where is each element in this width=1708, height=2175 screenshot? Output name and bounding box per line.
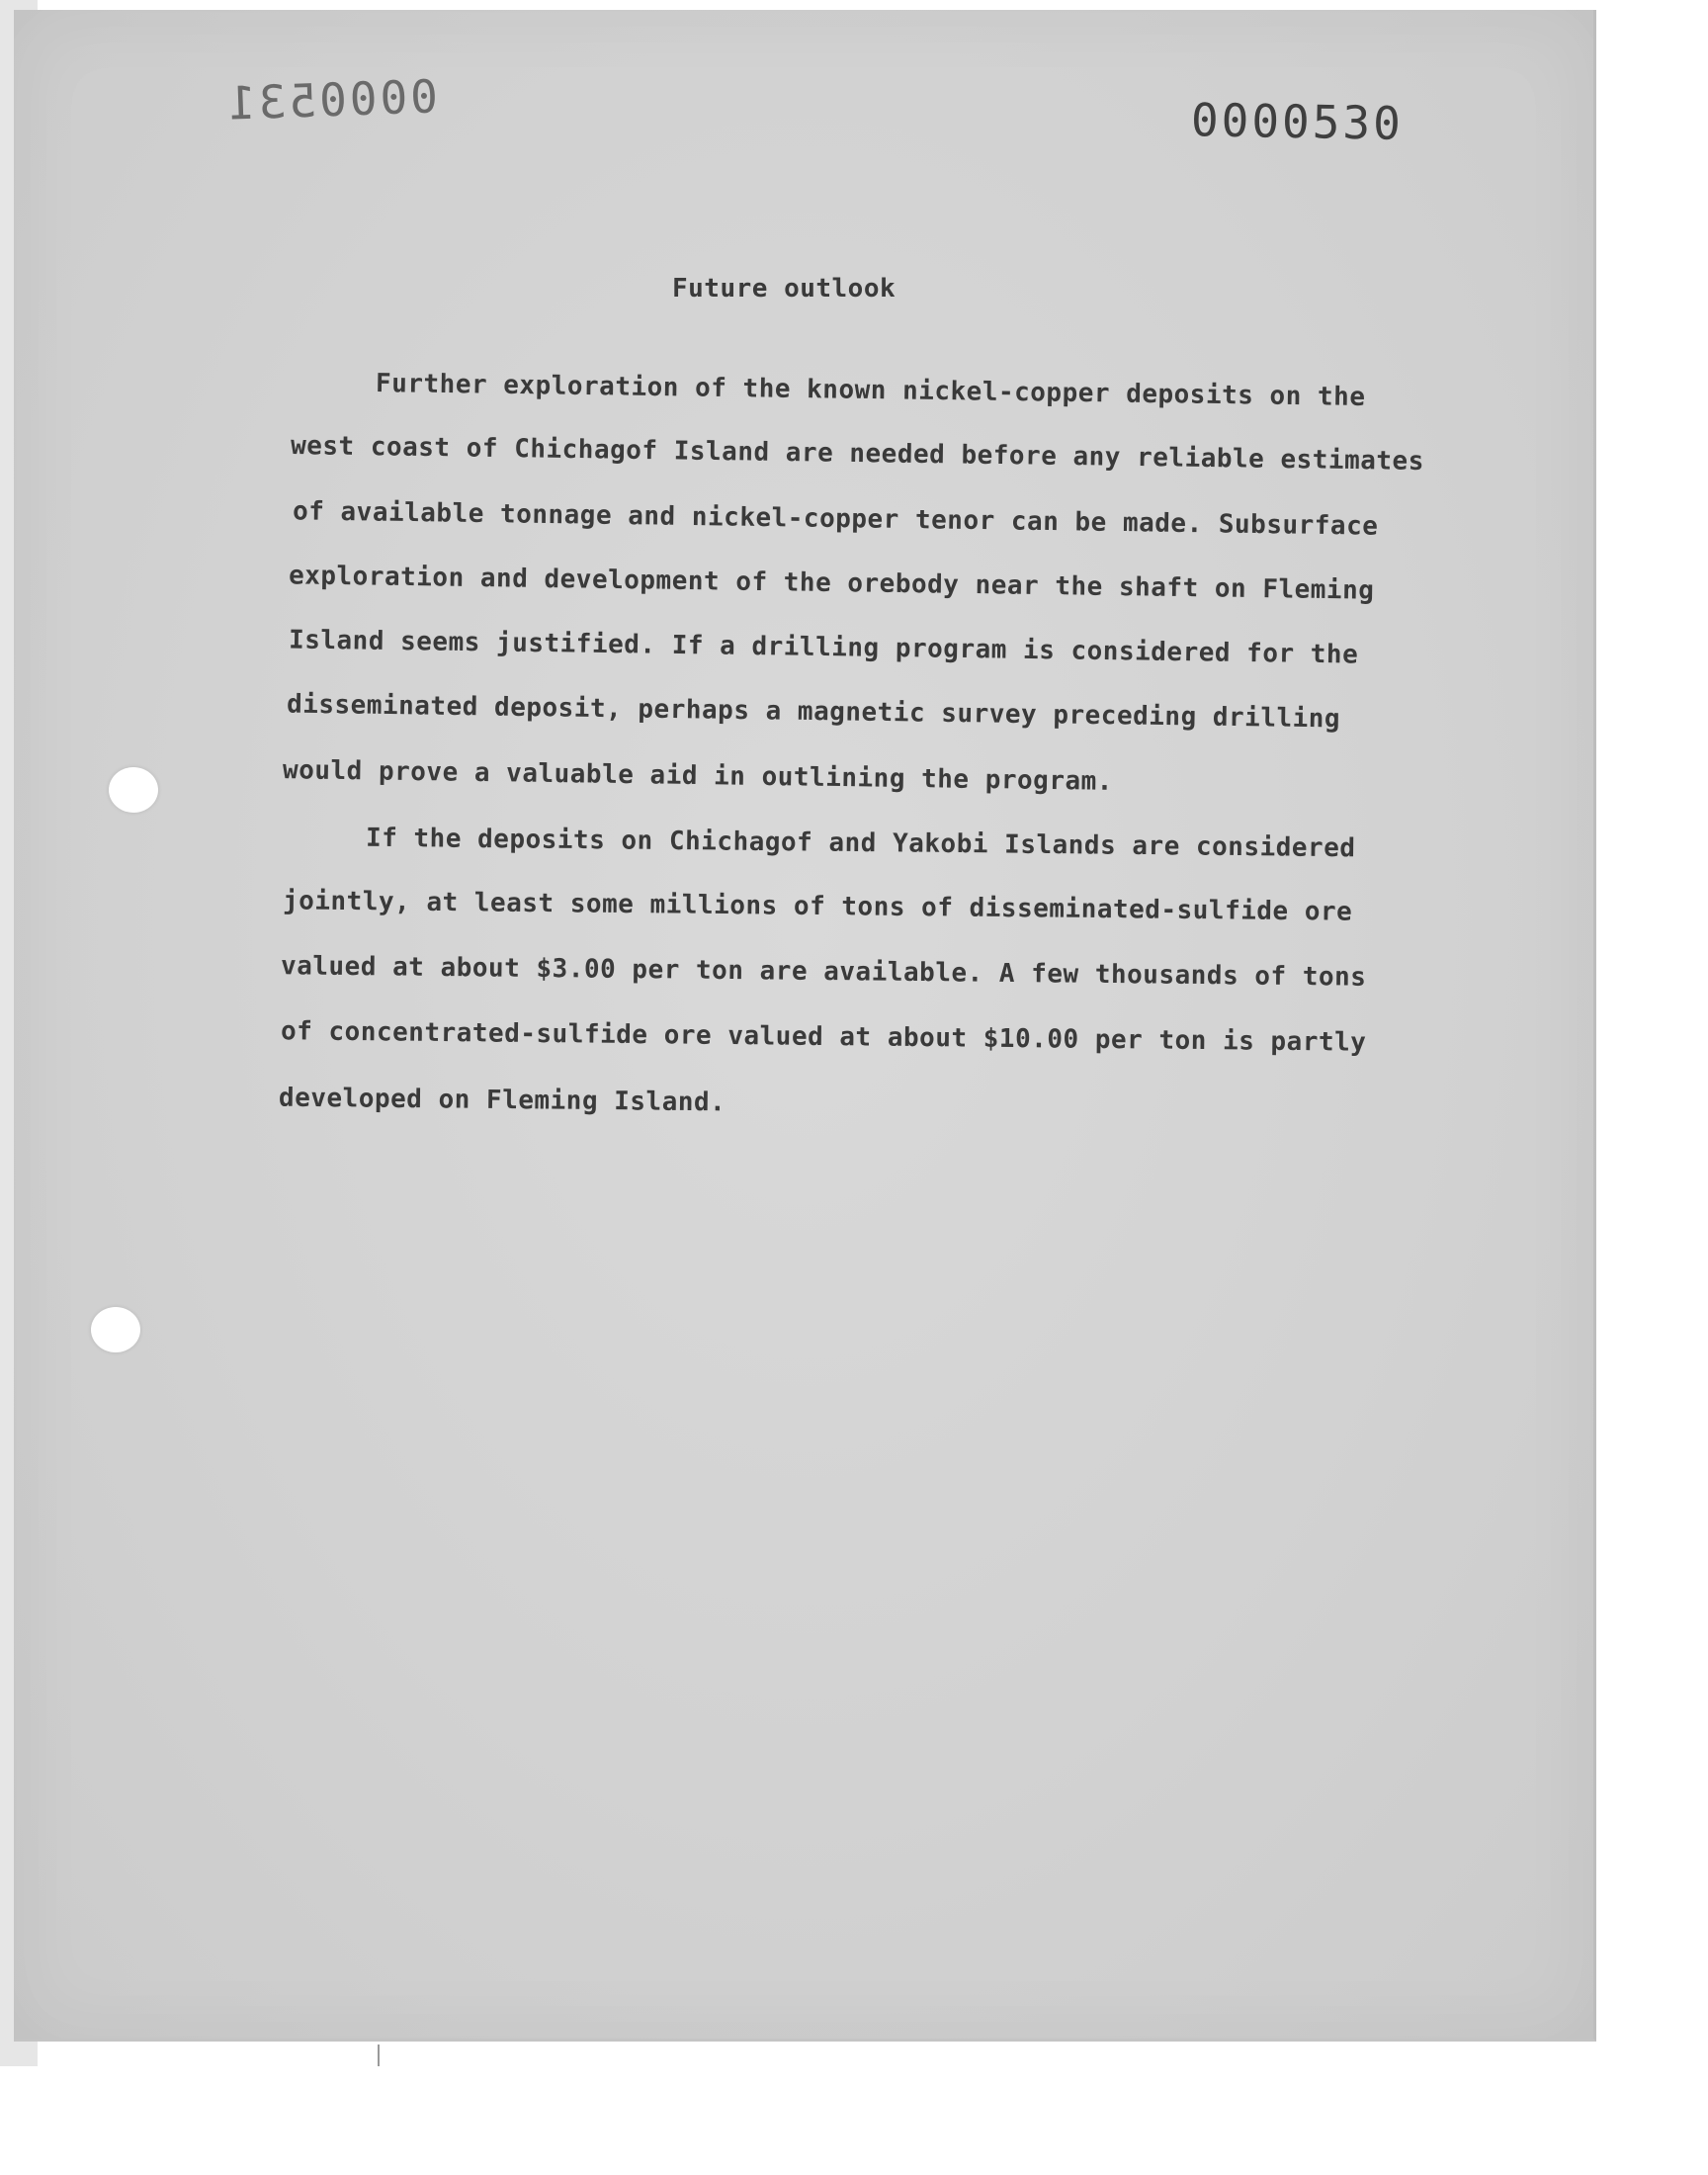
paragraph-2-line-5: developed on Fleming Island. <box>278 1083 726 1118</box>
paragraph-1-line-6: disseminated deposit, perhaps a magnetic survey preceding drilling <box>286 689 1341 735</box>
punch-hole-lower <box>91 1307 140 1352</box>
punch-hole-upper <box>109 767 158 813</box>
paragraph-1-line-2: west coast of Chichagof Island are needed before any reliable estimates <box>290 430 1425 478</box>
bleed-through-page-number-stamp: 0000531 <box>224 69 439 130</box>
paragraph-1-line-4: exploration and development of the orebody near the shaft on Fleming <box>288 561 1375 606</box>
scan-artifact-line <box>378 2044 380 2066</box>
paragraph-1-line-3: of available tonnage and nickel-copper tenor can be made. Subsurface <box>292 496 1379 542</box>
page-number-stamp: 0000530 <box>1190 93 1405 150</box>
paragraph-1-line-1: Further exploration of the known nickel-copper deposits on the <box>375 369 1366 412</box>
paragraph-2-line-2: jointly, at least some millions of tons of disseminated-sulfide ore <box>282 886 1353 927</box>
section-heading: Future outlook <box>672 274 897 304</box>
paragraph-2-line-1: If the deposits on Chichagof and Yakobi Islands are considered <box>365 823 1356 864</box>
paragraph-2-line-3: valued at about $3.00 per ton are available. A few thousands of tons <box>280 951 1367 993</box>
paragraph-2-line-4: of concentrated-sulfide ore valued at about $10.00 per ton is partly <box>280 1016 1367 1058</box>
paragraph-1-line-5: Island seems justified. If a drilling program is considered for the <box>288 625 1359 670</box>
paragraph-1-line-7: would prove a valuable aid in outlining the program. <box>282 755 1114 797</box>
